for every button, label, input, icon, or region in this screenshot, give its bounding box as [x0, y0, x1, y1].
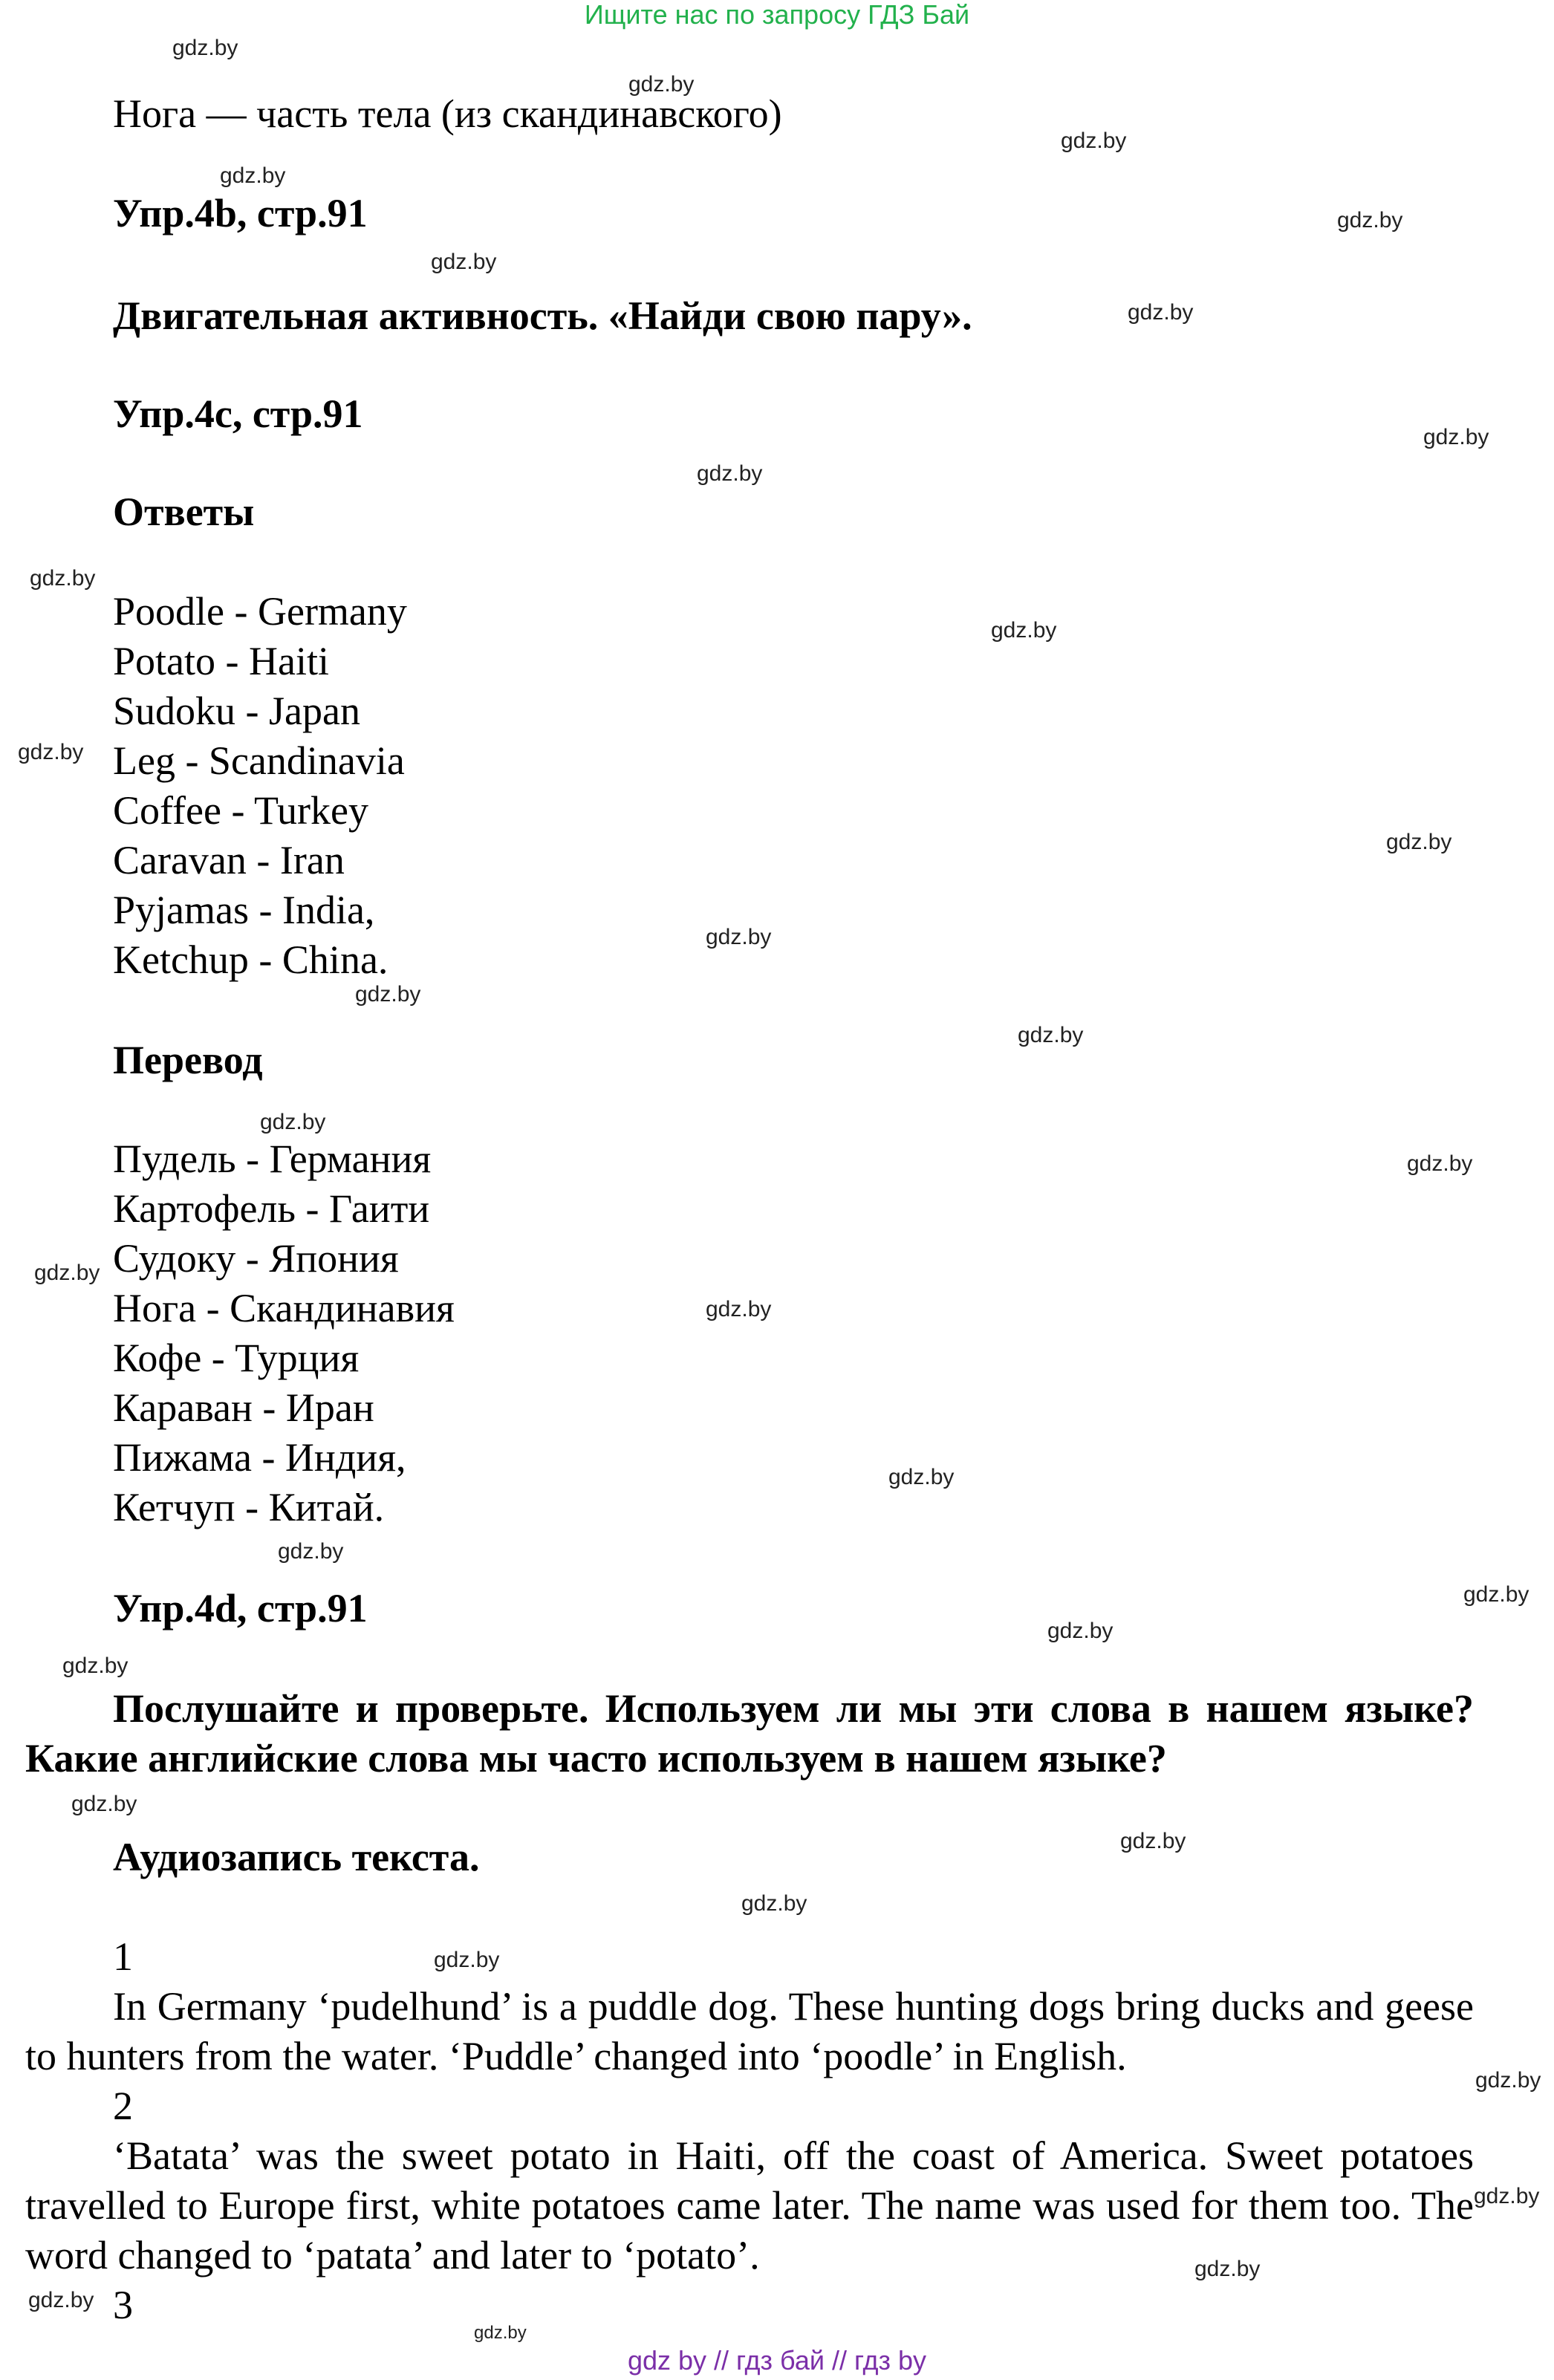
watermark: gdz.by [1474, 2184, 1540, 2208]
watermark: gdz.by [18, 740, 84, 764]
watermark: gdz.by [30, 566, 96, 591]
item-text: ‘Batata’ was the sweet potato in Haiti, off the coast of America. Sweet potatoes travelled to Europe first, white potatoes came later. The name was used for them too. The word changed to ‘patata’ and later to ‘potato’. [25, 2133, 1474, 2277]
translation-line: Картофель - Гаити [113, 1186, 430, 1231]
ex4b-task: Двигательная активность. «Найди свою пару». [113, 293, 972, 338]
watermark: gdz.by [220, 163, 286, 188]
ex4b-heading: Упр.4b, стр.91 [113, 191, 368, 235]
bottom-banner: gdz by // гдз бай // гдз by [627, 2345, 927, 2376]
answer-line: Sudoku - Japan [113, 689, 360, 733]
watermark: gdz.by [1463, 1582, 1529, 1607]
item-number: 3 [113, 2283, 133, 2327]
watermark: gdz.by [62, 1654, 129, 1678]
watermark: gdz.by [278, 1539, 344, 1564]
watermark: gdz.by [1047, 1619, 1114, 1643]
watermark: gdz.by [706, 925, 772, 949]
translation-line: Пижама - Индия, [113, 1435, 406, 1480]
top-banner: Ищите нас по запросу ГДЗ Бай [584, 0, 970, 30]
answer-line: Pyjamas - India, [113, 888, 375, 932]
ex4d-task: Послушайте и проверьте. Используем ли мы эти слова в нашем языке? Какие английские слова мы часто используем в нашем языке? [25, 1686, 1474, 1781]
translation-heading: Перевод [113, 1038, 263, 1082]
watermark: gdz.by [1337, 208, 1403, 233]
watermark: gdz.by [1475, 2068, 1541, 2093]
watermark: gdz.by [1061, 129, 1127, 153]
watermark: gdz.by [991, 618, 1057, 643]
answer-line: Coffee - Turkey [113, 788, 368, 833]
watermark: gdz.by [355, 982, 421, 1007]
item-number: 2 [113, 2084, 133, 2128]
watermark: gdz.by [1120, 1829, 1186, 1853]
translation-line: Судоку - Япония [113, 1236, 399, 1281]
watermark: gdz.by [434, 1948, 500, 1972]
watermark: gdz.by [474, 2323, 527, 2343]
answer-line: Ketchup - China. [113, 937, 388, 982]
translation-line: Кофе - Турция [113, 1336, 360, 1380]
watermark: gdz.by [706, 1297, 772, 1321]
answer-line: Caravan - Iran [113, 838, 345, 882]
answer-line: Poodle - Germany [113, 589, 407, 634]
watermark: gdz.by [28, 2288, 94, 2312]
watermark: gdz.by [172, 36, 238, 60]
translation-line: Нога - Скандинавия [113, 1286, 455, 1330]
watermark: gdz.by [71, 1792, 137, 1816]
item-text: In Germany ‘pudelhund’ is a puddle dog. These hunting dogs bring ducks and geese to hunters from the water. ‘Puddle’ changed into ‘poodle’ in English. [25, 1984, 1474, 2078]
watermark: gdz.by [1386, 830, 1452, 854]
watermark: gdz.by [431, 250, 497, 274]
translation-line: Караван - Иран [113, 1385, 374, 1430]
audio-heading: Аудиозапись текста. [113, 1835, 480, 1879]
answer-line: Potato - Haiti [113, 639, 329, 683]
item-number: 1 [113, 1934, 133, 1979]
watermark: gdz.by [1018, 1023, 1084, 1047]
watermark: gdz.by [1194, 2257, 1261, 2281]
watermark: gdz.by [1423, 425, 1489, 449]
watermark: gdz.by [628, 72, 695, 97]
translation-line: Пудель - Германия [113, 1137, 432, 1181]
translation-line: Кетчуп - Китай. [113, 1485, 385, 1529]
watermark: gdz.by [260, 1110, 326, 1134]
watermark: gdz.by [697, 461, 763, 486]
watermark: gdz.by [34, 1261, 100, 1285]
watermark: gdz.by [1407, 1151, 1473, 1176]
ex4c-heading: Упр.4c, стр.91 [113, 391, 363, 436]
watermark: gdz.by [888, 1465, 955, 1489]
answer-line: Leg - Scandinavia [113, 738, 405, 783]
ex4d-heading: Упр.4d, стр.91 [113, 1586, 368, 1630]
intro-line: Нога — часть тела (из скандинавского) [113, 91, 782, 136]
answers-heading: Ответы [113, 490, 255, 534]
watermark: gdz.by [741, 1891, 807, 1916]
watermark: gdz.by [1128, 300, 1194, 325]
